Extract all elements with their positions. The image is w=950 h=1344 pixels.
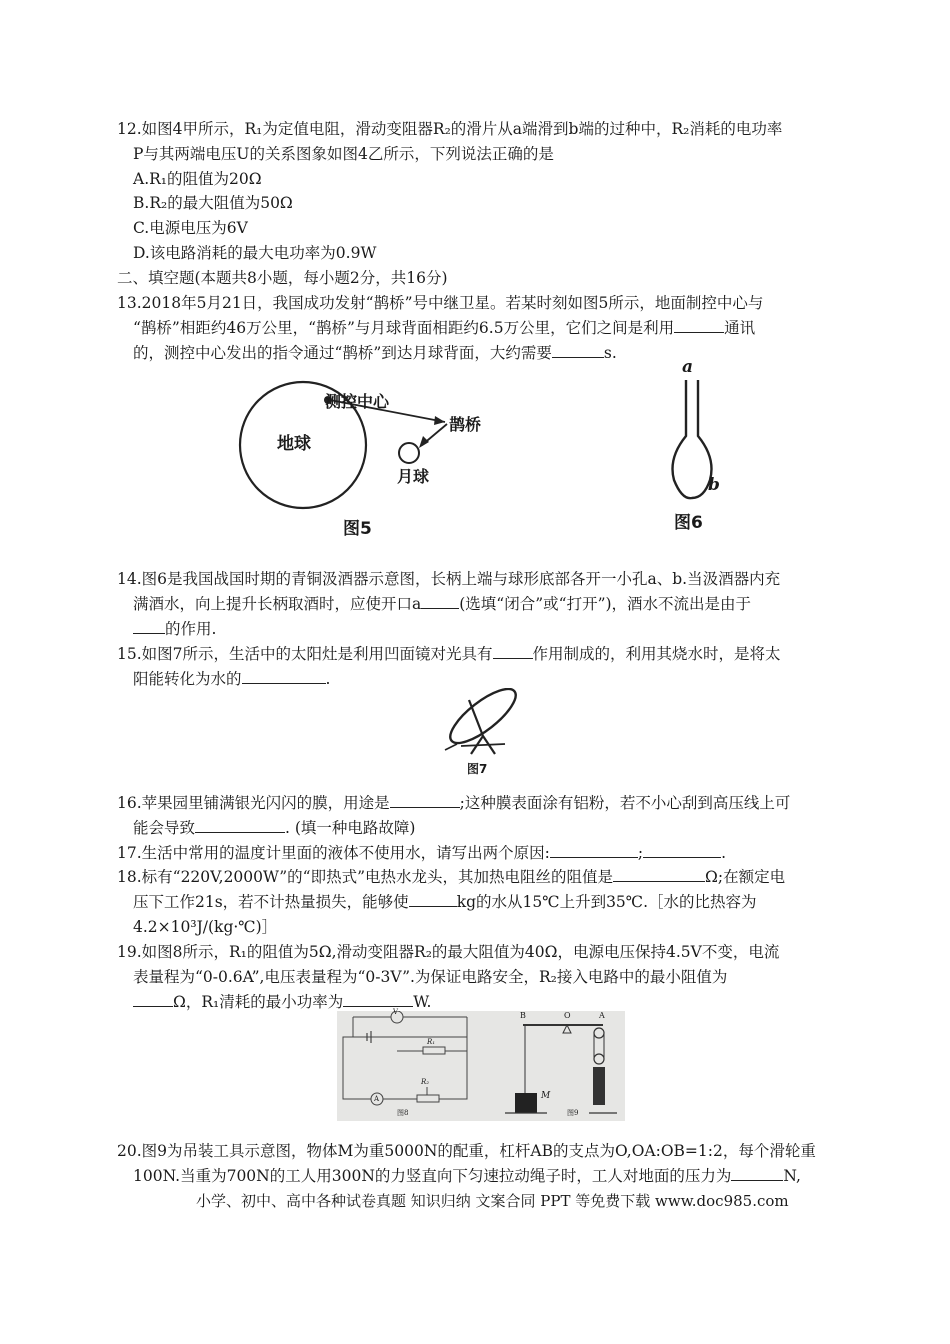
q18-line1-end: Ω;在额定电 xyxy=(705,868,786,886)
fig5-caption: 图5 xyxy=(343,519,372,539)
q12-option-c: C.电源电压为6V xyxy=(133,219,248,237)
q20-line2-end: N, xyxy=(783,1167,801,1185)
q18-line1 xyxy=(117,866,785,888)
q19-blank-2[interactable] xyxy=(343,991,413,1007)
q12-line2: P与其两端电压U的关系图象如图4乙所示，下列说法正确的是 xyxy=(133,145,554,163)
figure-7 xyxy=(435,688,525,783)
q20-blank-1[interactable] xyxy=(731,1165,783,1181)
q14-line2-end: (选填“闭合”或“打开”)，酒水不流出是由于 xyxy=(459,595,752,613)
q14-line2 xyxy=(133,593,751,615)
q18-line3: 4.2×10³J/(kg·℃)］ xyxy=(133,918,278,936)
fig9-b-label: B xyxy=(520,1011,526,1020)
q15-line1-text: 15.如图7所示，生活中的太阳灶是利用凹面镜对光具有 xyxy=(117,645,493,663)
q14-line2-text: 满酒水，向上提升长柄取酒时，应使开口a xyxy=(133,595,422,613)
figure-6 xyxy=(660,358,730,538)
q16-line1 xyxy=(117,792,790,814)
fig9-a-label: A xyxy=(599,1011,605,1020)
figure-5 xyxy=(235,378,485,548)
q17-sep: ; xyxy=(637,844,644,862)
q17-line1 xyxy=(117,842,726,864)
q13-line3-end: s. xyxy=(603,344,617,362)
q14-line1: 14.图6是我国战国时期的青铜汲酒器示意图，长柄上端与球形底部各开一小孔a、b.当汲酒器内充 xyxy=(117,570,781,588)
q12-option-b: B.R₂的最大阻值为50Ω xyxy=(133,194,293,212)
q15-line1-end: 作用制成的，利用其烧水时，是将太 xyxy=(532,645,781,663)
q19-line1: 19.如图8所示，R₁的阻值为5Ω,滑动变阻器R₂的最大阻值为40Ω，电源电压保持4.5V不变，电流 xyxy=(117,943,780,961)
q16-blank-2[interactable] xyxy=(195,817,285,833)
q19-line3-text: Ω，R₁清耗的最小功率为 xyxy=(173,993,344,1011)
fig5-queqiao-label: 鹊桥 xyxy=(449,415,482,434)
q15-line2-text: 阳能转化为水的 xyxy=(133,670,242,688)
q12-line1: 12.如图4甲所示，R₁为定值电阻，滑动变阻器R₂的滑片从a端滑到b端的过种中，R₂消耗的电功率 xyxy=(117,120,783,138)
q15-line1 xyxy=(117,643,781,665)
q16-line2 xyxy=(133,817,415,839)
fig6-a-label: a xyxy=(682,357,694,377)
q16-line2-end: . (填一种电路故障) xyxy=(285,819,416,837)
fig8-r2-label: R₂ xyxy=(421,1078,430,1086)
q15-line2 xyxy=(133,668,330,690)
fig5-earth-label: 地球 xyxy=(277,434,311,454)
q16-line1-text: 16.苹果园里铺满银光闪闪的膜，用途是 xyxy=(117,794,390,812)
section-heading: 二、填空题(本题共8小题，每小题2分，共16分) xyxy=(117,269,448,287)
fig9-m-label: M xyxy=(541,1091,551,1101)
q13-line2-end: 通讯 xyxy=(724,319,756,337)
q12-option-d: D.该电路消耗的最大电功率为0.9W xyxy=(133,244,377,262)
q18-line2 xyxy=(133,891,757,913)
q13-line3 xyxy=(133,342,617,364)
figure-8-9-drawing xyxy=(337,1011,625,1121)
q13-line3-text: 的，测控中心发出的指令通过“鹊桥”到达月球背面，大约需要 xyxy=(133,344,552,362)
q16-line1-end: ;这种膜表面涂有铝粉，若不小心刮到高压线上可 xyxy=(459,794,791,812)
q13-line2 xyxy=(133,317,755,339)
figure-8-9-panel xyxy=(337,1008,625,1121)
fig6-b-label: b xyxy=(708,475,720,495)
fig9-caption: 图9 xyxy=(567,1109,579,1117)
q18-line1-text: 18.标有“220V,2000W”的“即热式”电热水龙头，其加热电阻丝的阻值是 xyxy=(117,868,614,886)
q20-line2-text: 100N.当重为700N的工人用300N的力竖直向下匀速拉动绳子时，工人对地面的压力为 xyxy=(133,1167,732,1185)
fig5-moon-label: 月球 xyxy=(397,467,430,486)
q13-blank-1[interactable] xyxy=(674,317,724,333)
fig8-r1-label: R₁ xyxy=(427,1038,436,1046)
q15-blank-2[interactable] xyxy=(242,668,326,684)
q20-line2 xyxy=(133,1165,801,1187)
q14-blank-1[interactable] xyxy=(421,593,459,609)
q13-blank-2[interactable] xyxy=(552,342,604,358)
q19-blank-1[interactable] xyxy=(133,991,173,1007)
q17-end: . xyxy=(721,844,727,862)
fig6-caption: 图6 xyxy=(674,513,703,533)
q19-line3-end: W. xyxy=(413,993,432,1011)
fig8-v-label: V xyxy=(393,1008,399,1016)
q17-blank-2[interactable] xyxy=(643,842,721,858)
q17-blank-1[interactable] xyxy=(550,842,638,858)
page-footer: 小学、初中、高中各种试卷真题 知识归纳 文案合同 PPT 等免费下载 www.doc985.com xyxy=(196,1192,789,1210)
q18-blank-1[interactable] xyxy=(613,866,705,882)
q13-line1: 13.2018年5月21日，我国成功发射“鹊桥”号中继卫星。若某时刻如图5所示，地面制控中心与 xyxy=(117,294,764,312)
q18-blank-2[interactable] xyxy=(409,891,457,907)
q20-line1: 20.图9为吊装工具示意图，物体M为重5000N的配重，杠杆AB的支点为O,OA:OB=1:2，每个滑轮重 xyxy=(117,1142,816,1160)
q19-line2: 表量程为“0-0.6A”,电压表量程为“0-3V”.为保证电路安全，R₂接入电路中的最小阻值为 xyxy=(133,968,728,986)
q12-option-a: A.R₁的阻值为20Ω xyxy=(133,170,262,188)
q16-blank-1[interactable] xyxy=(390,792,460,808)
fig7-caption: 图7 xyxy=(467,762,488,776)
q14-line3-text: 的作用. xyxy=(165,620,217,638)
figure-7-drawing xyxy=(435,688,525,758)
q16-line2-text: 能会导致 xyxy=(133,819,196,837)
fig9-o-label: O xyxy=(564,1011,571,1020)
q15-blank-1[interactable] xyxy=(493,643,533,659)
q17-line1-text: 17.生活中常用的温度计里面的液体不使用水，请写出两个原因: xyxy=(117,844,550,862)
q15-line2-end: . xyxy=(325,670,331,688)
q13-line2-text: “鹊桥”相距约46万公里，“鹊桥”与月球背面相距约6.5万公里，它们之间是利用 xyxy=(133,319,675,337)
q14-line3 xyxy=(133,618,216,640)
fig5-center-label: 测控中心 xyxy=(325,392,390,411)
q14-blank-2[interactable] xyxy=(133,618,165,634)
fig8-a-label: A xyxy=(374,1095,380,1103)
q19-line3 xyxy=(133,991,431,1013)
q18-line2-text: 压下工作21s，若不计热量损失，能够使 xyxy=(133,893,409,911)
q18-line2-end: kg的水从15℃上升到35℃.［水的比热容为 xyxy=(456,893,757,911)
fig8-caption: 图8 xyxy=(397,1109,409,1117)
figure-6-drawing xyxy=(660,358,730,538)
